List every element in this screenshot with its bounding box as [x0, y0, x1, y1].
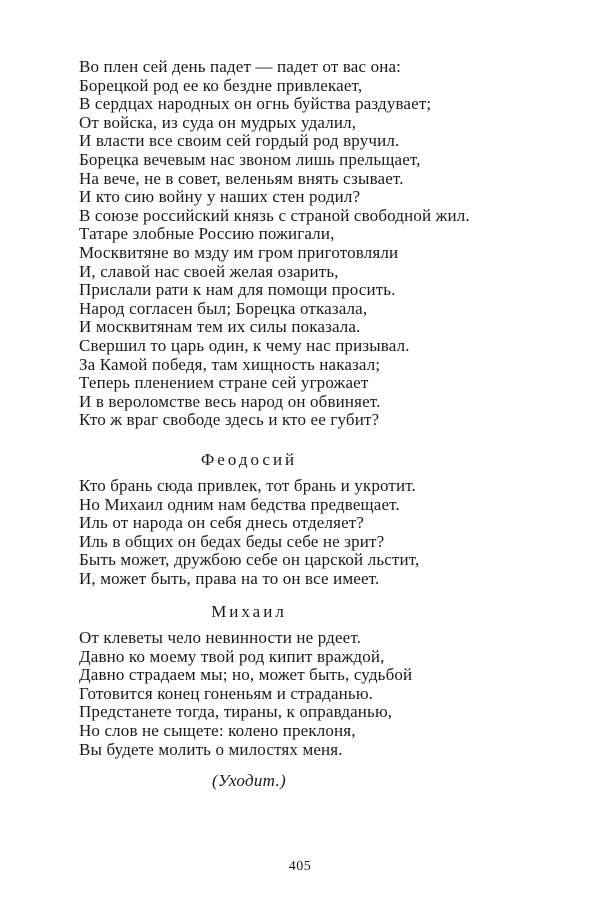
- verse-line: Во плен сей день падет — падет от вас она:: [79, 57, 402, 76]
- verse-line: И в вероломстве весь народ он обвиняет.: [79, 391, 381, 411]
- verse-line: И москвитянам тем их силы показала.: [79, 317, 361, 337]
- verse-line: Но слов не сыщете: колено преклоня,: [79, 720, 356, 740]
- verse-line: И власти все своим сей гордый род вручил.: [79, 131, 400, 151]
- verse-line: Борецкой род ее ко бездне привлекает,: [79, 75, 363, 95]
- verse-line: Давно страдаем мы; но, может быть, судьбой: [79, 665, 413, 685]
- verse-line: Борецка вечевым нас звоном лишь прельщает,: [79, 149, 421, 169]
- verse-line: Татаре злобные Россию пожигали,: [79, 224, 335, 244]
- verse-line: Иль в общих он бедах беды себе не зрит?: [79, 531, 385, 551]
- page-number: 405: [288, 859, 312, 874]
- verse-line: И, может быть, права на то он все имеет.: [79, 568, 380, 588]
- verse-line: В сердцах народных он огнь буйства раздувает;: [79, 94, 432, 114]
- stanza-2: [79, 477, 419, 589]
- verse-line: От клеветы чело невинности не рдеет.: [79, 628, 362, 647]
- verse-line: Кто брань сюда привлек, тот брань и укротит.: [79, 476, 416, 495]
- verse-line: От войска, из суда он мудрых удалил,: [79, 112, 357, 132]
- verse-line: Москвитяне во мзду им гром приготовляли: [79, 242, 399, 262]
- verse-line: За Камой победя, там хищность наказал;: [79, 354, 381, 374]
- speaker-name-feodosiy: Феодосий: [200, 450, 298, 469]
- verse-line: Давно ко моему твой род кипит враждой,: [79, 646, 385, 666]
- stanza-1: [79, 58, 539, 438]
- verse-line: Прислали рати к нам для помощи просить.: [79, 280, 396, 300]
- verse-line: И, славой нас своей желая озарить,: [79, 261, 339, 281]
- verse-line: Вы будете молить о милостях меня.: [79, 739, 343, 759]
- page-content: [79, 57, 539, 790]
- verse-line: Народ согласен был; Борецка отказала,: [79, 298, 368, 318]
- verse-line: На вече, не в совет, веленьям внять сзывает.: [79, 168, 404, 188]
- verse-line: Кто ж враг свободе здесь и кто ее губит?: [79, 410, 380, 430]
- verse-line: В союзе российский князь с страной свободной жил.: [79, 205, 470, 225]
- verse-line: Предстанете тогда, тираны, к оправданью,: [79, 702, 393, 722]
- verse-line: Иль от народа он себя днесь отделяет?: [79, 513, 365, 533]
- stanza-3: [79, 629, 412, 759]
- verse-line: Теперь пленением стране сей угрожает: [79, 373, 369, 393]
- verse-line: И кто сию войну у наших стен родил?: [79, 187, 361, 207]
- verse-line: Свершил то царь один, к чему нас призывал.: [79, 335, 410, 355]
- verse-line: Быть может, дружбою себе он царской льстит,: [79, 550, 420, 570]
- speaker-name-mikhail: Михаил: [211, 602, 287, 621]
- stage-direction: (Уходит.): [212, 771, 286, 790]
- verse-line: Но Михаил одним нам бедства предвещает.: [79, 494, 400, 514]
- verse-line: Готовится конец гоненьям и страданью.: [79, 683, 374, 703]
